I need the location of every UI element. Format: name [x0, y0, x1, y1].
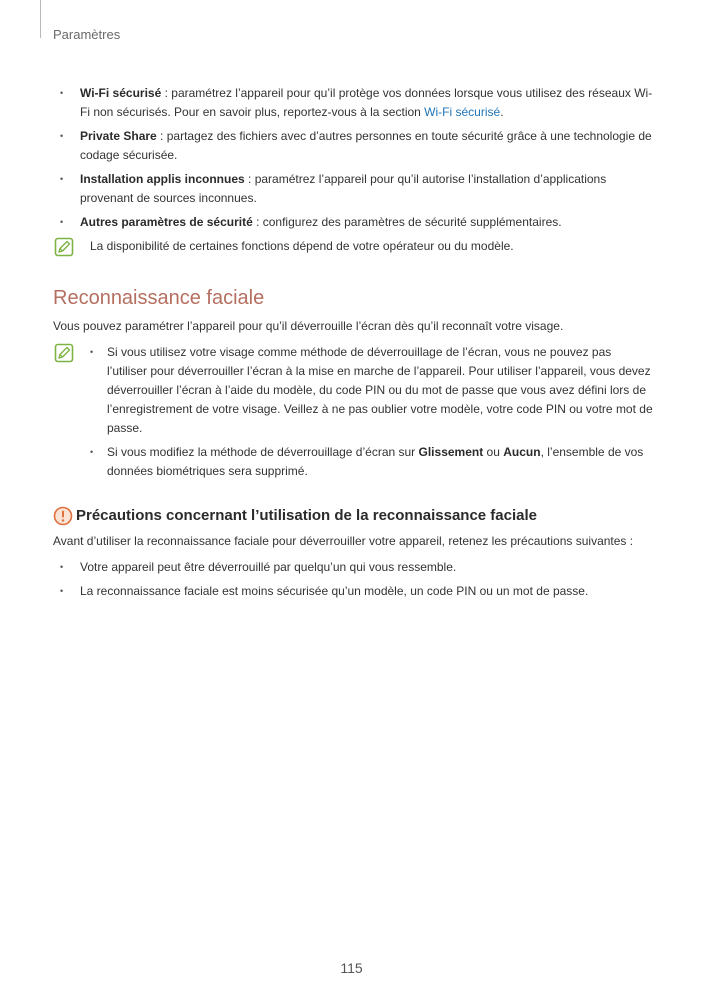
page-content	[53, 84, 653, 606]
note-icon	[54, 237, 74, 257]
section-intro: Vous pouvez paramétrer l’appareil pour qu’il déverrouille l’écran dès qu’il reconnaît votre visage.	[53, 319, 564, 333]
note-availability: La disponibilité de certaines fonctions dépend de votre opérateur ou du modèle.	[53, 237, 653, 256]
precautions-list	[53, 558, 653, 601]
list-item: • Installation applis inconnues : paramétrez l’appareil pour qu’il autorise l’installation d’applications provenant de sources inconnues.	[53, 170, 653, 208]
precautions-intro: Avant d’utiliser la reconnaissance faciale pour déverrouiller votre appareil, retenez les précautions suivantes :	[53, 534, 634, 548]
list-item: • Wi-Fi sécurisé : paramétrez l’appareil pour qu’il protège vos données lorsque vous utilisez des réseaux Wi-Fi non sécurisés. Pour en savoir plus, reportez-vous à la section Wi-Fi sécurisé.	[53, 84, 653, 122]
list-item: • Private Share : partagez des fichiers avec d’autres personnes en toute sécurité grâce à une technologie de codage sécurisée.	[53, 127, 653, 165]
section-title: Reconnaissance faciale	[53, 287, 265, 309]
page-header: Paramètres	[53, 27, 121, 42]
list-item: • Si vous modifiez la méthode de déverrouillage d’écran sur Glissement ou Aucun, l’ensemble de vos données biométriques sera supprimé.	[90, 443, 653, 481]
note-face-unlock	[53, 343, 653, 481]
list-item: • Autres paramètres de sécurité : configurez des paramètres de sécurité supplémentaires.	[53, 213, 653, 232]
list-item: • Votre appareil peut être déverrouillé par quelqu’un qui vous ressemble.	[53, 558, 653, 577]
precautions-title: Précautions concernant l’utilisation de la reconnaissance faciale	[53, 506, 653, 526]
header-rule	[40, 0, 41, 38]
wifi-secure-link[interactable]: Wi-Fi sécurisé	[424, 105, 501, 119]
list-item: • Si vous utilisez votre visage comme méthode de déverrouillage de l’écran, vous ne pouvez pas l’utiliser pour déverrouiller l’écran à la mise en marche de l’appareil. Pour utiliser l’appareil, vous devez déverrouiller l’écran à l’aide du modèle, du code PIN ou du mot de passe que vous avez défini lors de l’enregistrement de votre visage. Veillez à ne pas oublier votre modèle, votre code PIN ou votre mot de passe.	[90, 343, 653, 438]
page-number: 115	[340, 960, 363, 976]
caution-icon	[53, 506, 73, 526]
note-icon	[54, 343, 74, 363]
security-list	[53, 84, 653, 232]
note-list	[90, 343, 653, 481]
list-item: • La reconnaissance faciale est moins sécurisée qu’un modèle, un code PIN ou un mot de passe.	[53, 582, 653, 601]
